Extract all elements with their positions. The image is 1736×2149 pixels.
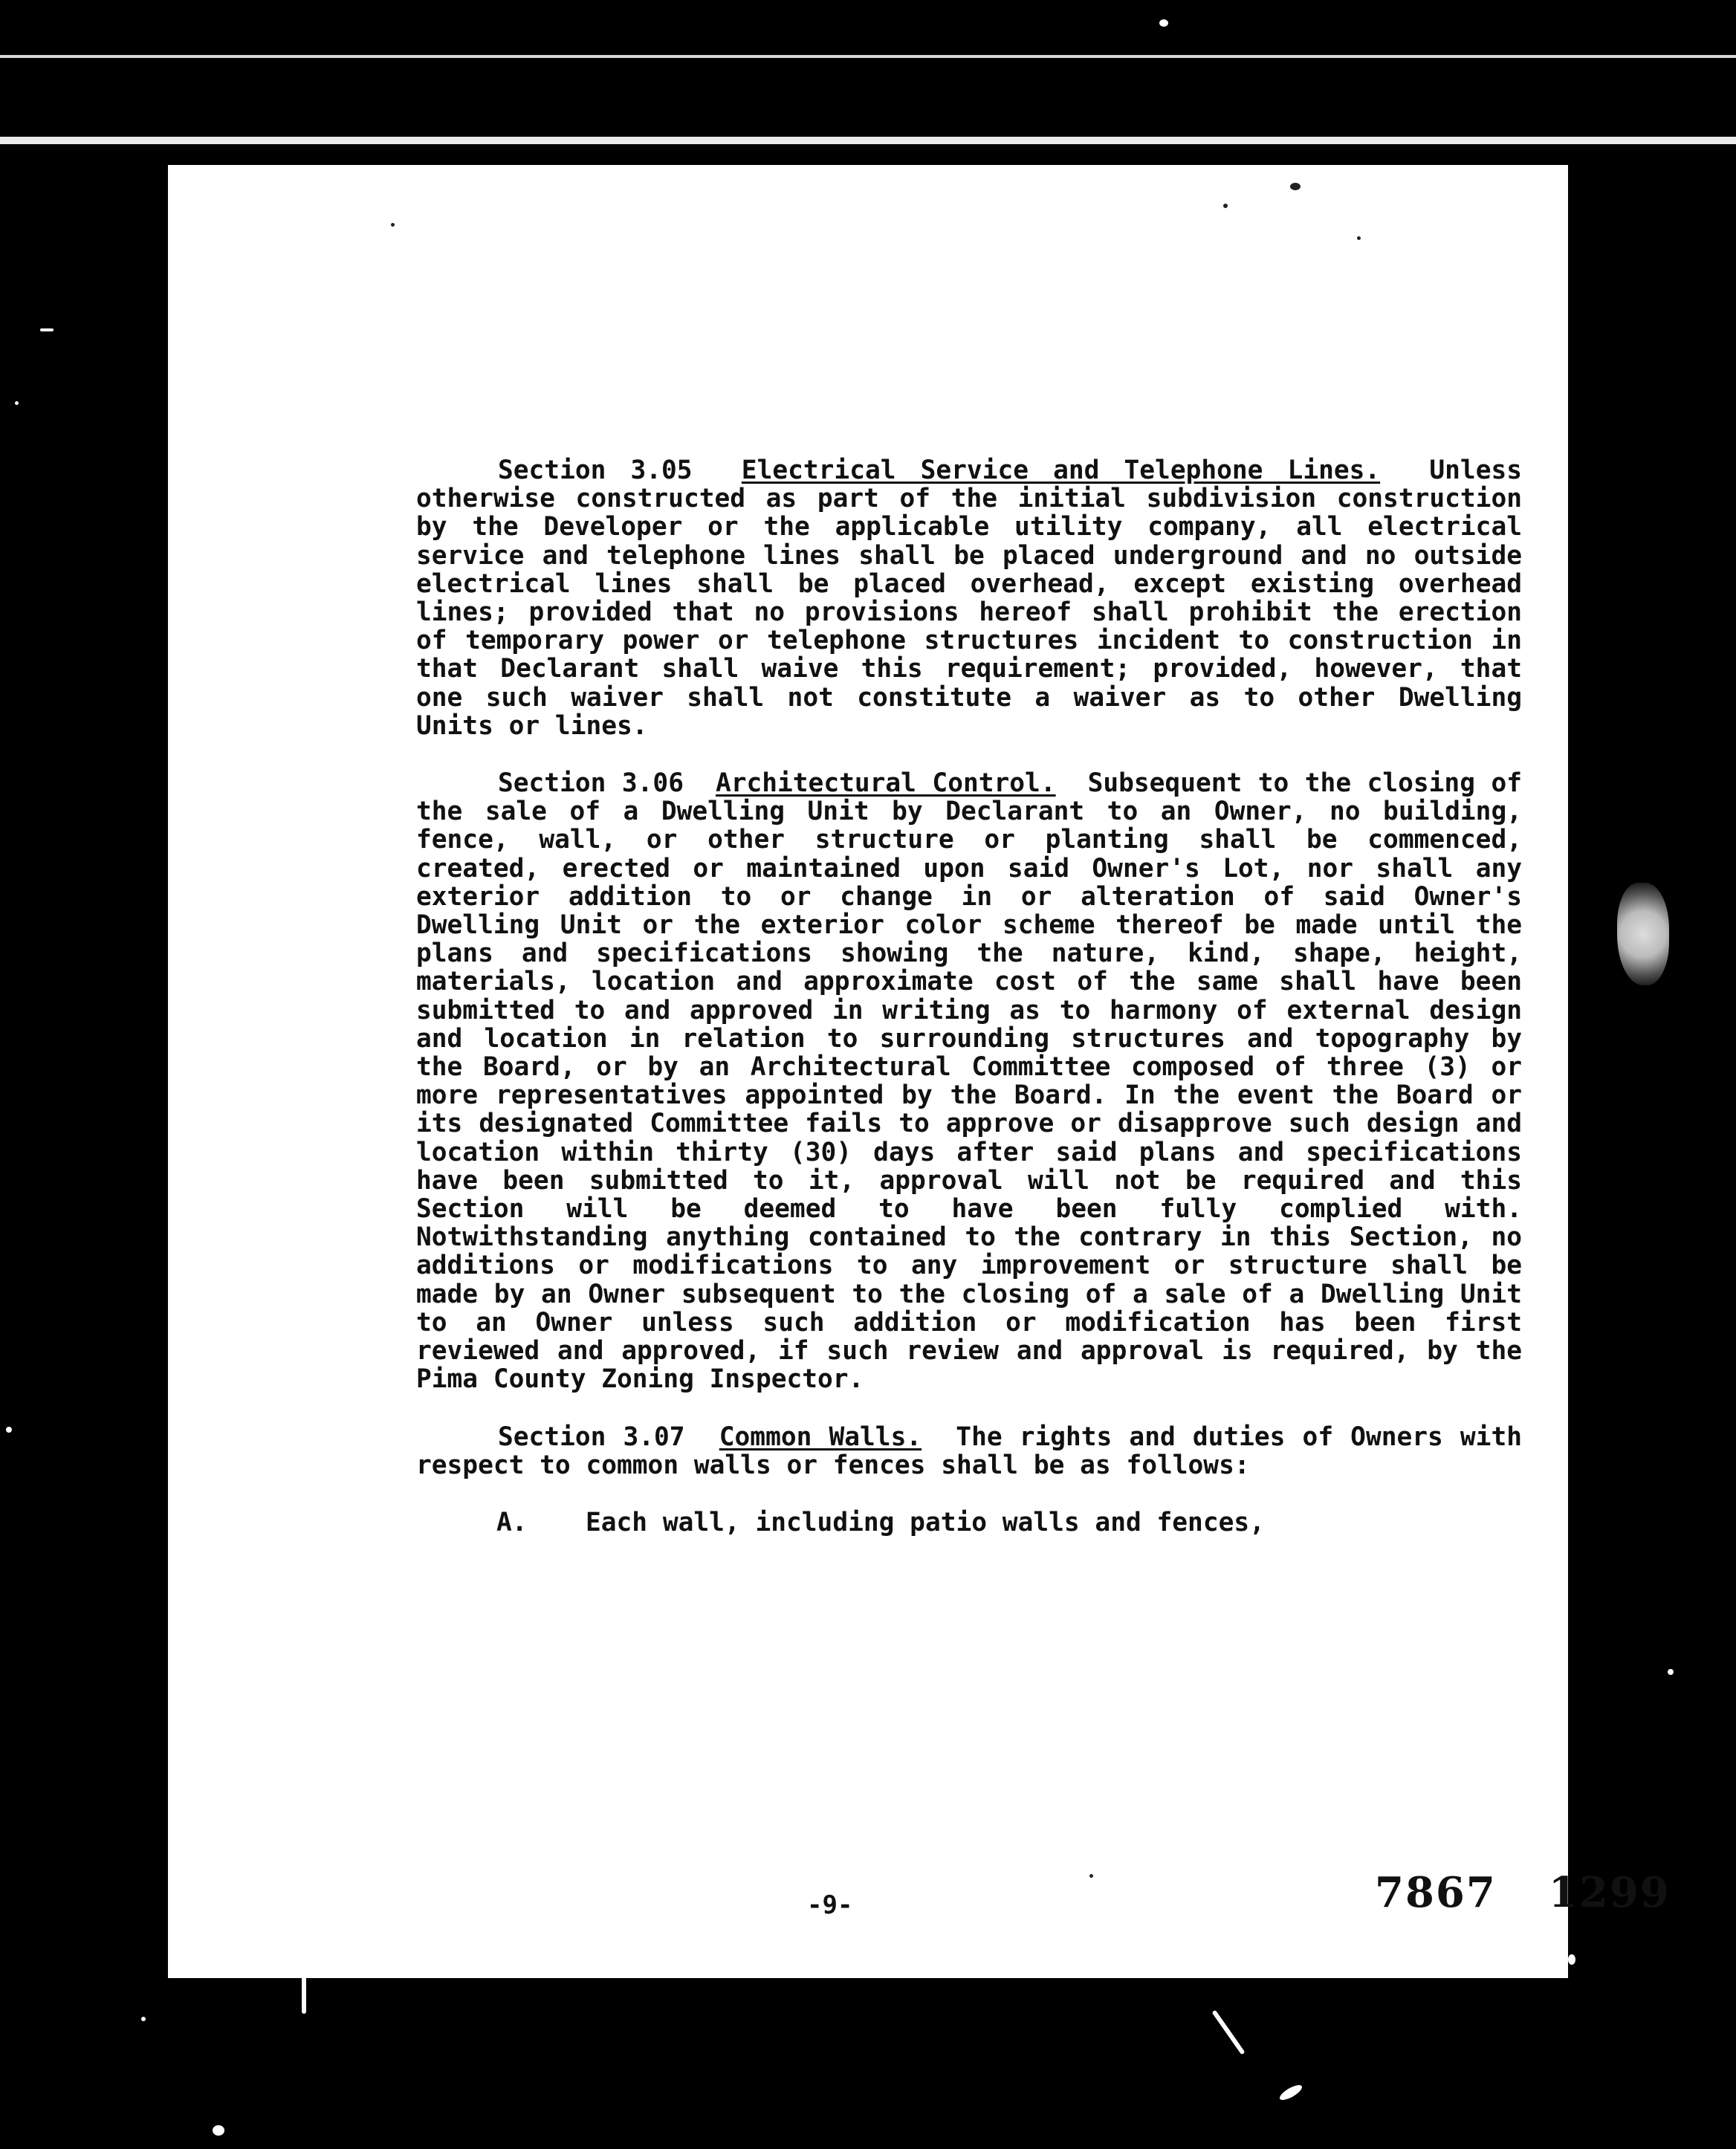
recording-page: 1299 <box>1548 1868 1671 1917</box>
scan-artifact <box>1617 883 1669 985</box>
document-body <box>416 456 1522 1537</box>
scan-speck <box>40 328 54 331</box>
scan-top-band <box>0 0 1736 149</box>
scan-speck <box>15 401 19 405</box>
scan-speck <box>1568 1954 1575 1965</box>
page-number: -9- <box>807 1890 853 1920</box>
scan-speck <box>1277 2082 1303 2102</box>
scan-speck <box>1357 236 1361 240</box>
scan-speck <box>1211 2010 1245 2055</box>
subitem-a <box>416 1508 1522 1537</box>
scan-speck <box>302 1977 306 2014</box>
section-body: The rights and duties of Owners with respect to common walls or fences shall be as follows: <box>416 1422 1522 1480</box>
section-3-05 <box>416 456 1522 740</box>
scan-speck <box>6 1427 12 1433</box>
section-heading: Common Walls. <box>719 1422 922 1452</box>
section-number: Section 3.06 <box>498 768 684 799</box>
scan-speck <box>1223 204 1228 208</box>
scan-speck <box>1089 1874 1093 1878</box>
section-body: Subsequent to the closing of the sale of a Dwelling Unit by Declarant to an Owner, no building, fence, wall, or other structure or planting shall be commenced, created, erected or maintained upon said Owner's Lot, nor shall any exterior addition to or change in or alteration of said Owner's Dwelling Unit or the exterior color scheme thereof be made until the plans and specifications showing the nature, kind, shape, height, materials, location and approximate cost of the same shall have been submitted to and approved in writing as to harmony of external design and location in relation to surrounding structures and topography by the Board, or by an Architectural Committee composed of three (3) or more representatives appointed by the Board. In the event the Board or its designated Committee fails to approve or disapprove such design and location within thirty (30) days after said plans and specifications have been submitted to it, approval will not be required and this Section will be deemed to have been fully complied with. Notwithstanding anything contained to the contrary in this Section, no additions or modifications to any improvement or structure shall be made by an Owner subsequent to the closing of a sale of a Dwelling Unit to an Owner unless such addition or modification has been first reviewed and approved, if such review and approval is required, by the Pima County Zoning Inspector. <box>416 768 1522 1395</box>
recording-book: 7867 <box>1375 1868 1497 1917</box>
scan-speck <box>141 2017 146 2021</box>
section-3-06 <box>416 769 1522 1393</box>
scan-speck <box>1668 1669 1674 1675</box>
recording-reference <box>1375 1868 1671 1917</box>
section-heading: Electrical Service and Telephone Lines. <box>741 456 1381 485</box>
scan-top-edge <box>0 137 1736 144</box>
scan-speck <box>213 2125 224 2136</box>
scan-speck <box>391 223 395 227</box>
section-number: Section 3.07 <box>498 1422 685 1452</box>
scan-top-line <box>0 55 1736 58</box>
subitem-label: A. <box>496 1507 528 1537</box>
scan-speck <box>208 765 213 770</box>
section-3-07 <box>416 1423 1522 1479</box>
scan-speck <box>1290 183 1301 190</box>
subitem-text: Each wall, including patio walls and fences, <box>586 1507 1265 1537</box>
section-body: Unless otherwise constructed as part of the initial subdivision construction by the Developer or the applicable utility company, all electrical service and telephone lines shall be placed underground and no outside electrical lines shall be placed overhead, except existing overhead lines; provided that no provisions hereof shall prohibit the erection of temporary power or telephone structures incident to construction in that Declarant shall waive this requirement; provided, however, that one such waiver shall not constitute a waiver as to other Dwelling Units or lines. <box>416 456 1523 741</box>
document-page <box>168 165 1671 1978</box>
section-heading: Architectural Control. <box>715 768 1056 799</box>
scan-speck <box>1159 19 1168 27</box>
section-number: Section 3.05 <box>498 456 693 485</box>
